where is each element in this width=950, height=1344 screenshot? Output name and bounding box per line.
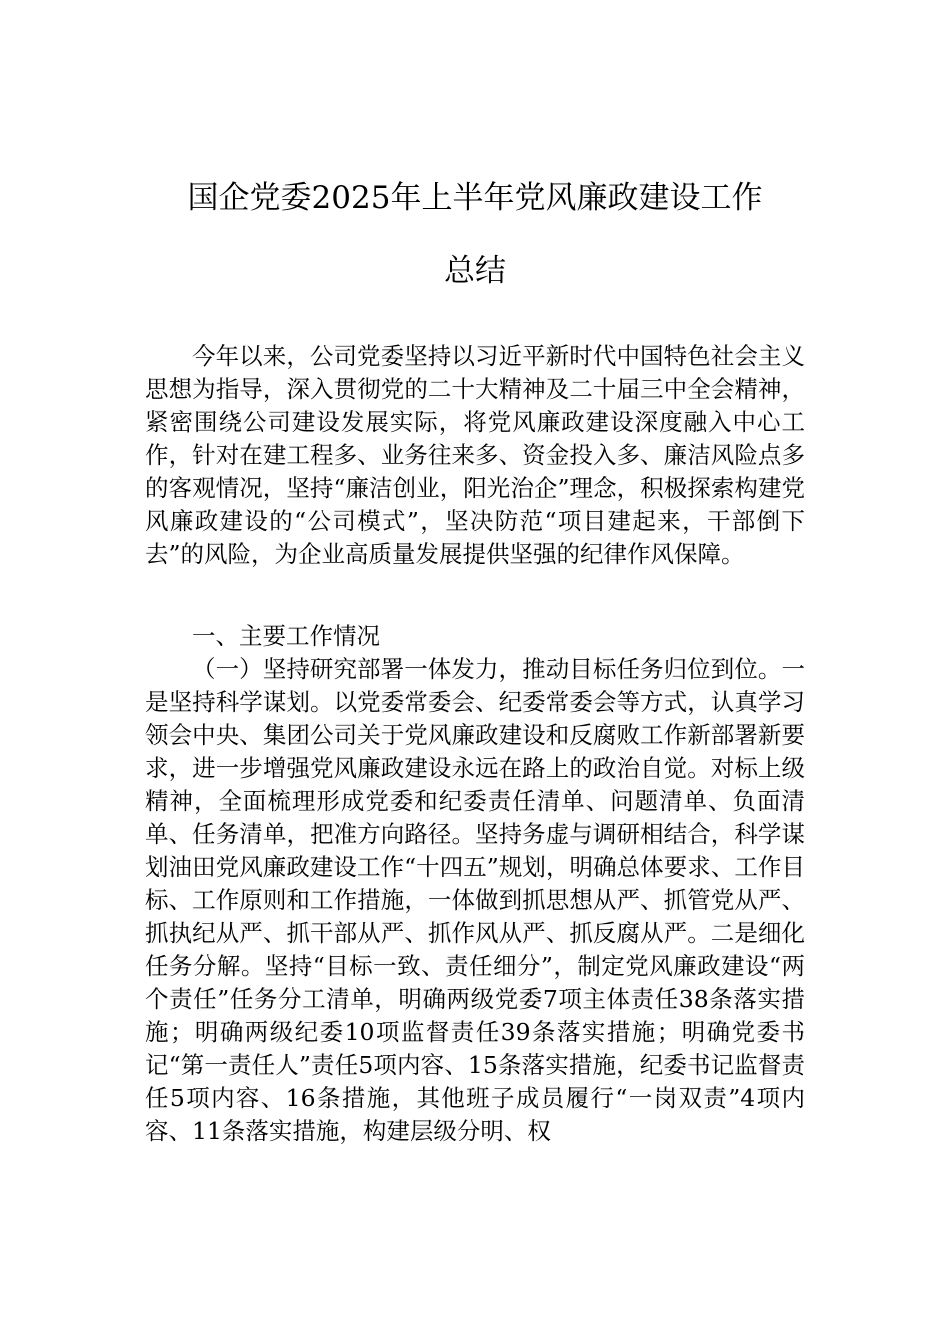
- document-title-line-1: 国企党委2025年上半年党风廉政建设工作: [187, 180, 763, 216]
- body-paragraph: （一）坚持研究部署一体发力，推动目标任务归位到位。一是坚持科学谋划。以党委常委会、纪委常委会等方式，认真学习领会中央、集团公司关于党风廉政建设和反腐败工作新部署新要求，进一步增强党风廉政建设永远在路上的政治自觉。对标上级精神，全面梳理形成党委和纪委责任清单、问题清单、负面清单、任务清单，把准方向路径。坚持务虚与调研相结合，科学谋划油田党风廉政建设工作“十四五”规划，明确总体要求、工作目标、工作原则和工作措施，一体做到抓思想从严、抓管党从严、抓执纪从严、抓干部从严、抓作风从严、抓反腐从严。二是细化任务分解。坚持“目标一致、责任细分”，制定党风廉政建设“两个责任”任务分工清单，明确两级党委7项主体责任38条落实措施；明确两级纪委10项监督责任39条落实措施；明确党委书记“第一责任人”责任5项内容、15条落实措施，纪委书记监督责任5项内容、16条措施，其他班子成员履行“一岗双责”4项内容、11条落实措施，构建层级分明、权: [145, 655, 805, 1145]
- intro-paragraph: 今年以来，公司党委坚持以习近平新时代中国特色社会主义思想为指导，深入贯彻党的二十大精神及二十届三中全会精神，紧密围绕公司建设发展实际，将党风廉政建设深度融入中心工作，针对在建工程多、业务往来多、资金投入多、廉洁风险点多的客观情况，坚持“廉洁创业，阳光治企”理念，积极探索构建党风廉政建设的“公司模式”，坚决防范“项目建起来，干部倒下去”的风险，为企业高质量发展提供坚强的纪律作风保障。: [145, 342, 805, 568]
- section-heading: 一、主要工作情况: [192, 622, 380, 650]
- document-title-line-2: 总结: [444, 253, 506, 289]
